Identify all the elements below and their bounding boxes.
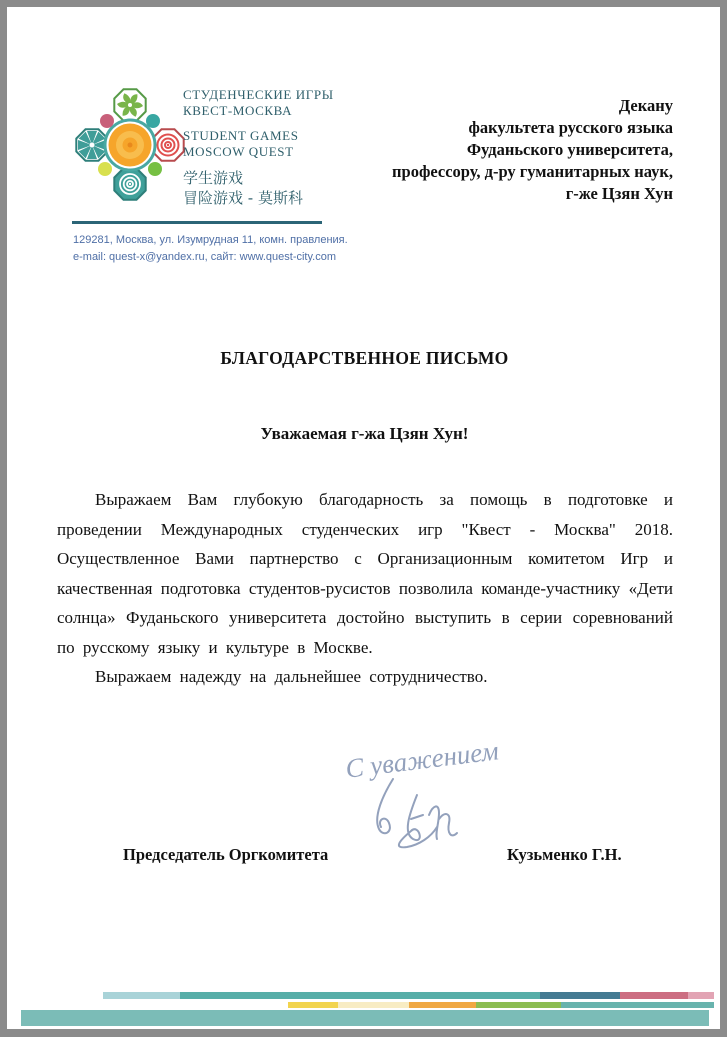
pinwheel-teal-icon — [76, 129, 107, 160]
org-logo — [73, 85, 187, 203]
recipient-line: факультета русского языка — [468, 118, 673, 137]
letterhead-divider — [72, 221, 322, 224]
org-address-line: 129281, Москва, ул. Изумрудная 11, комн. правления. — [73, 234, 348, 246]
org-name-ru-line1: СТУДЕНЧЕСКИЕ ИГРЫ — [183, 87, 334, 102]
body-paragraph-1: Выражаем Вам глубокую благодарность за помощь в подготовке и проведении Международных студенческих игр "Квест - Москва" 2018. Осуществленное Вами партнерство с Организационным комитетом Игр и качественная подготовка студентов-русистов позволила команде-участнику «Дети солнца» Фуданьского университета достойно выступить в серии соревнований по русскому языку и культуре в Москве. — [57, 490, 673, 657]
recipient-line: Декану — [618, 96, 673, 115]
stripe-pale-yellow — [338, 1002, 409, 1008]
body-paragraph-2: Выражаем надежду на дальнейшее сотрудничество. — [95, 667, 488, 686]
sun-circle-icon — [105, 120, 155, 170]
dot-rose-icon — [100, 114, 114, 128]
org-contact-block — [73, 232, 348, 266]
org-name-zh-line1: 学生游戏 — [183, 169, 244, 187]
stripe-teal — [180, 992, 540, 999]
org-name-zh-line2: 冒险游戏 - 莫斯科 — [183, 189, 303, 207]
stripe-slate-blue — [540, 992, 620, 999]
stripe-light-pink — [688, 992, 714, 999]
stripe-teal-2 — [561, 1002, 714, 1008]
stripe-green — [476, 1002, 561, 1008]
org-name-ru-line2: КВЕСТ-МОСКВА — [183, 103, 293, 118]
recipient-line: г-же Цзян Хун — [565, 184, 673, 203]
dot-teal-icon — [146, 114, 160, 128]
stripe-orange — [409, 1002, 476, 1008]
footer-teal-bar — [21, 1010, 709, 1026]
recipient-block — [253, 95, 673, 205]
signoff-position-title: Председатель Оргкомитета — [123, 845, 329, 864]
letter-page — [7, 7, 720, 1029]
letter-body — [57, 485, 673, 692]
signature-flourish-icon — [359, 775, 489, 855]
stripe-rose — [620, 992, 688, 999]
recipient-line: профессору, д-ру гуманитарных наук, — [392, 162, 673, 181]
target-teal-icon — [114, 168, 145, 199]
stripe-light-blue — [103, 992, 180, 999]
dot-yellow-icon — [98, 162, 112, 176]
letter-title: БЛАГОДАРСТВЕННОЕ ПИСЬМО — [220, 348, 509, 368]
target-red-icon — [152, 129, 183, 160]
org-name-en-line2: MOSCOW QUEST — [183, 144, 294, 159]
stripe-yellow — [288, 1002, 338, 1008]
pinwheel-green-icon — [114, 89, 145, 120]
letter-salutation: Уважаемая г-жа Цзян Хун! — [260, 424, 469, 443]
org-name-en-line1: STUDENT GAMES — [183, 128, 299, 143]
handwritten-regards: С уважением — [343, 735, 501, 784]
org-contacts-line: e-mail: quest-x@yandex.ru, сайт: www.quest-city.com — [73, 251, 337, 263]
dot-green-icon — [148, 162, 162, 176]
signoff-name: Кузьменко Г.Н. — [507, 845, 622, 864]
recipient-line: Фуданьского университета, — [466, 140, 673, 159]
